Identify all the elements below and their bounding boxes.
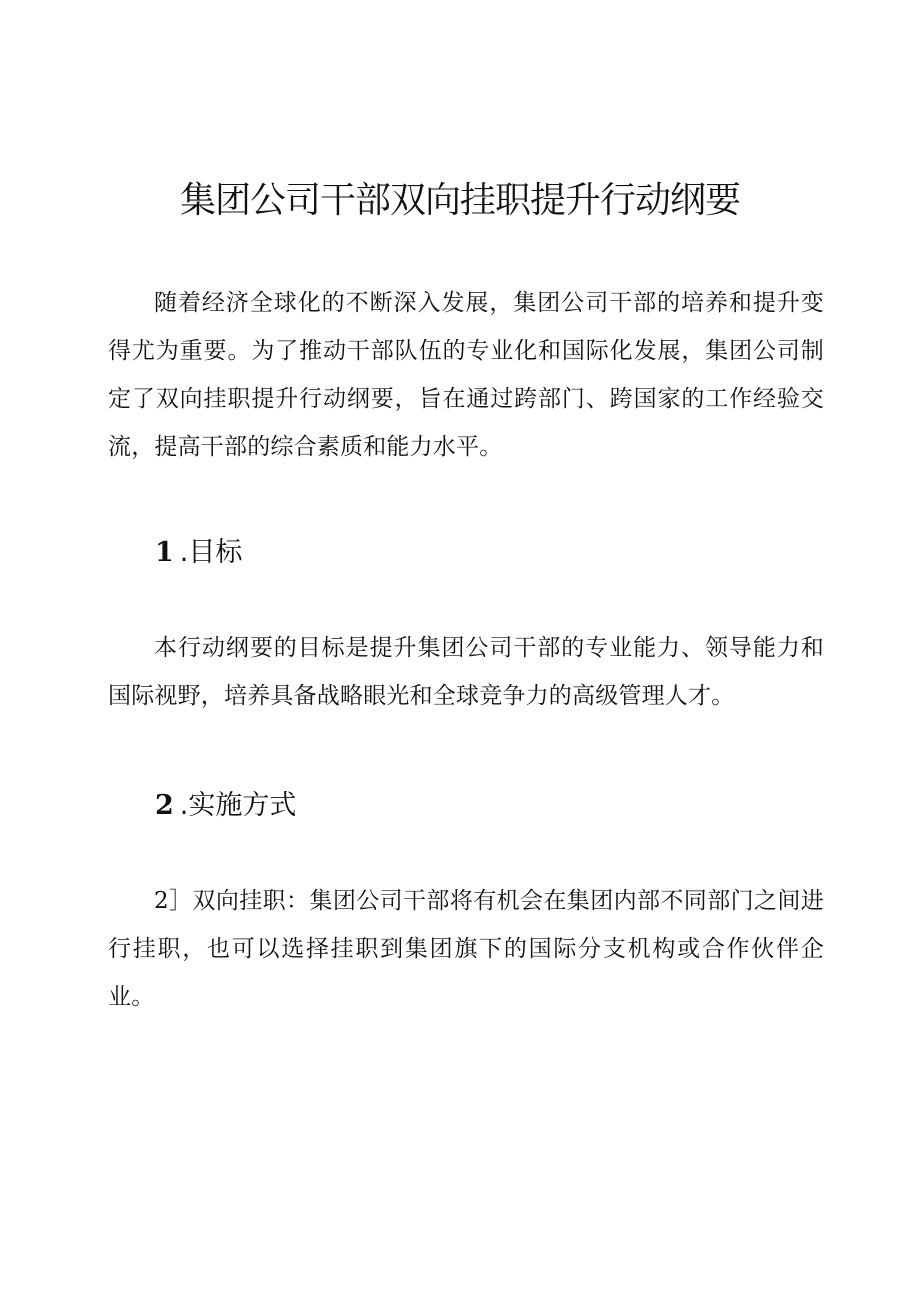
section-heading-implementation bbox=[155, 786, 296, 826]
section-number: 1 bbox=[155, 537, 174, 568]
section-heading-goal bbox=[155, 533, 242, 573]
section-number: 2 bbox=[155, 790, 174, 821]
section-body-implementation: 2］双向挂职：集团公司干部将有机会在集团内部不同部门之间进行挂职，也可以选择挂职到集团旗下的国际分支机构或合作伙伴企业。 bbox=[108, 888, 824, 1010]
intro-paragraph: 随着经济全球化的不断深入发展，集团公司干部的培养和提升变得尤为重要。为了推动干部队伍的专业化和国际化发展，集团公司制定了双向挂职提升行动纲要，旨在通过跨部门、跨国家的工作经验交流，提高干部的综合素质和能力水平。 bbox=[108, 290, 824, 460]
document-title: 集团公司干部双向挂职提升行动纲要 bbox=[179, 180, 740, 221]
section-title: .目标 bbox=[179, 537, 243, 568]
section-body-goal: 本行动纲要的目标是提升集团公司干部的专业能力、领导能力和国际视野，培养具备战略眼光和全球竞争力的高级管理人才。 bbox=[108, 635, 824, 709]
section-title: .实施方式 bbox=[179, 790, 297, 821]
